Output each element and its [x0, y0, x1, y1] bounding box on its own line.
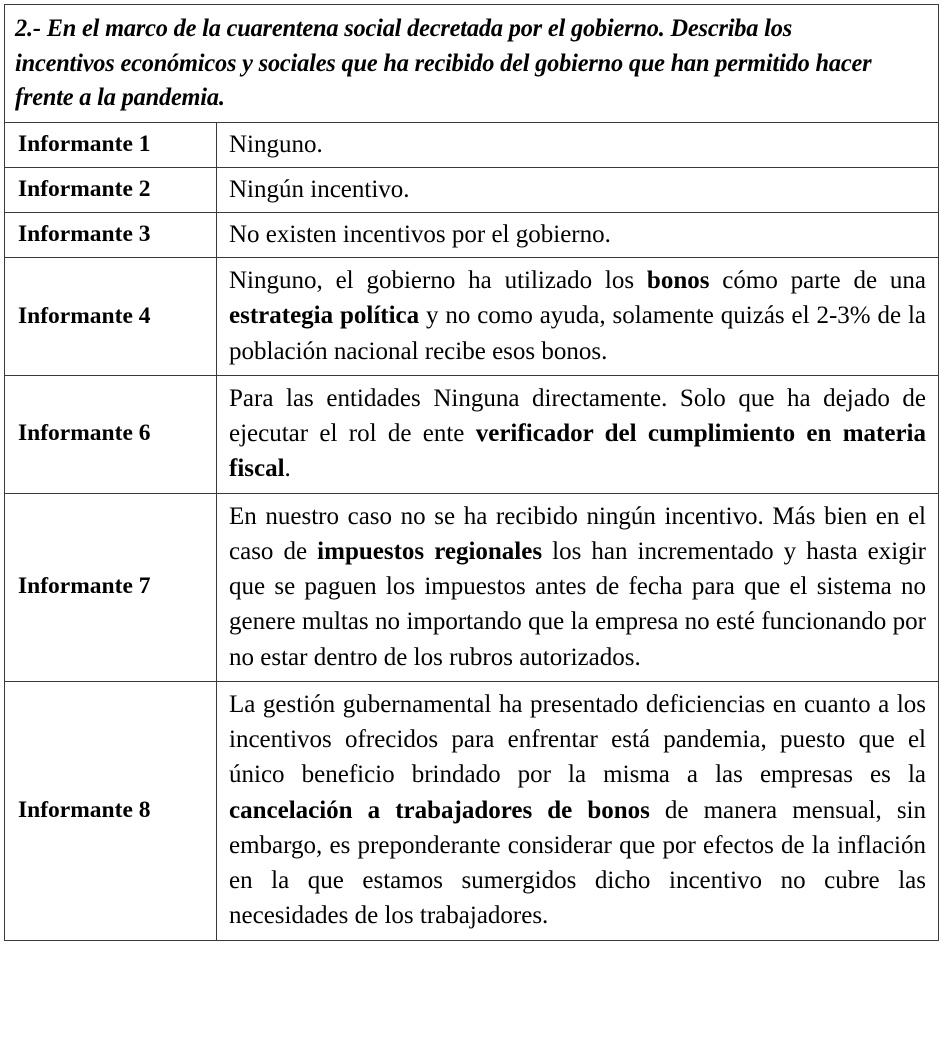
- informant-label: Informante 7: [5, 493, 217, 681]
- informant-answer: [217, 123, 939, 168]
- answer-text: los han incrementado y hasta exigir que se paguen los impuestos antes de fecha para que el sistema no genere multas no importando que la empresa no esté funcionando por no estar dentro de los rubros autorizados.: [229, 537, 926, 671]
- answer-text: Ninguno.: [229, 130, 323, 158]
- informant-answer: [217, 375, 939, 493]
- informant-label: Informante 3: [5, 213, 217, 258]
- answer-emphasis: verificador del cumplimiento en materia fiscal: [229, 420, 926, 483]
- answer-text: Para las entidades Ninguna directamente. Solo que ha dejado de ejecutar el rol de ente: [229, 384, 926, 448]
- question-header: 2.- En el marco de la cuarentena social decretada por el gobierno. Describa los incentivos económicos y sociales que ha recibido del gobierno que han permitido hacer frente a la pandemia.: [5, 5, 897, 123]
- answer-text: Ningún incentivo.: [229, 175, 410, 203]
- table-row: [5, 681, 939, 940]
- answer-text: Ninguno, el gobierno ha utilizado los: [229, 267, 647, 295]
- table-row: [5, 375, 939, 493]
- informant-answer: [217, 168, 939, 213]
- table-row: [5, 258, 939, 376]
- answer-text: de manera mensual, sin embargo, es preponderante considerar que por efectos de la inflación en la que estamos sumergidos dicho incentivo no cubre las necesidades de los trabajadores.: [229, 796, 926, 930]
- answer-text: y no como ayuda, solamente quizás el 2-3% de la población nacional recibe esos bonos.: [229, 302, 926, 365]
- informant-label: Informante 4: [5, 258, 217, 376]
- answer-paragraph: [229, 127, 926, 162]
- informants-table: [4, 4, 939, 941]
- question-row: [5, 5, 939, 123]
- answer-paragraph: [229, 381, 926, 487]
- informant-answer: [217, 493, 939, 681]
- answer-emphasis: estrategia política: [229, 302, 420, 330]
- answer-text: La gestión gubernamental ha presentado deficiencias en cuanto a los incentivos ofrecidos para enfrentar está pandemia, puesto que el único beneficio brindado por la misma a las empresas es la: [229, 690, 926, 789]
- answer-emphasis: bonos: [646, 267, 710, 295]
- table-row: [5, 168, 939, 213]
- informant-label: Informante 6: [5, 375, 217, 493]
- informant-label: Informante 2: [5, 168, 217, 213]
- informant-label: Informante 8: [5, 681, 217, 940]
- informant-label: Informante 1: [5, 123, 217, 168]
- answer-paragraph: [229, 687, 926, 934]
- answer-text: En nuestro caso no se ha recibido ningún incentivo. Más bien en el caso de: [229, 502, 926, 565]
- answer-text: cómo parte de una: [709, 267, 927, 295]
- answer-text: No existen incentivos por el gobierno.: [229, 220, 611, 248]
- answer-paragraph: [229, 499, 926, 675]
- answer-paragraph: [229, 263, 926, 369]
- informant-answer: [217, 213, 939, 258]
- answer-text: .: [284, 455, 291, 483]
- table-row: [5, 123, 939, 168]
- answer-paragraph: [229, 217, 926, 252]
- answer-paragraph: [229, 172, 926, 207]
- informant-answer: [217, 681, 939, 940]
- table-row: [5, 213, 939, 258]
- informant-answer: [217, 258, 939, 376]
- table-body: [5, 5, 939, 941]
- answer-emphasis: impuestos regionales: [317, 537, 543, 565]
- answer-emphasis: cancelación a trabajadores de bonos: [229, 796, 650, 824]
- table-row: [5, 493, 939, 681]
